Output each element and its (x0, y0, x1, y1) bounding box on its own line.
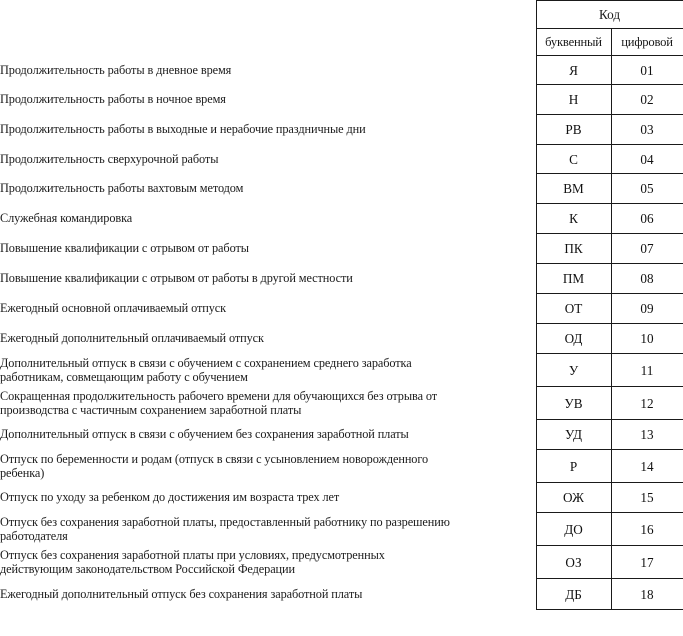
table-row (0, 387, 683, 420)
header-code-alpha: буквенный (536, 29, 611, 56)
row-description (0, 115, 536, 145)
row-code-alpha: ДО (536, 513, 611, 546)
row-code-numeric: 09 (611, 294, 683, 324)
row-description (0, 450, 536, 483)
table-row (0, 145, 683, 174)
row-description-line: Отпуск без сохранения заработной платы при условиях, предусмотренных (0, 547, 385, 562)
row-description (0, 579, 536, 610)
row-description-line: Отпуск по беременности и родам (отпуск в связи с усыновлением новорожденного (0, 451, 429, 466)
table-row (0, 450, 683, 483)
row-description-line: Дополнительный отпуск в связи с обучением без сохранения заработной платы (0, 427, 409, 442)
row-description-line: Дополнительный отпуск в связи с обучением с сохранением среднего заработка (0, 355, 412, 370)
row-code-numeric: 01 (611, 56, 683, 85)
row-description-line: Продолжительность сверхурочной работы (0, 151, 219, 166)
row-description-line: ребенка) (0, 466, 45, 480)
row-description-line: Продолжительность работы в ночное время (0, 92, 226, 107)
row-code-numeric: 13 (611, 420, 683, 450)
row-code-numeric: 15 (611, 483, 683, 513)
table-body (0, 56, 683, 610)
row-description-line: Повышение квалификации с отрывом от работы в другой местности (0, 271, 353, 286)
row-code-alpha: ОЗ (536, 546, 611, 579)
row-code-alpha: ПМ (536, 264, 611, 294)
row-code-alpha: УД (536, 420, 611, 450)
table-row (0, 579, 683, 610)
table-row (0, 513, 683, 546)
row-description-line: Отпуск по уходу за ребенком до достижения им возраста трех лет (0, 490, 340, 505)
row-code-numeric: 11 (611, 354, 683, 387)
table-row (0, 324, 683, 354)
row-code-alpha: ОД (536, 324, 611, 354)
row-description (0, 420, 536, 450)
table-header (0, 1, 683, 56)
table-row (0, 204, 683, 234)
row-description-line: Ежегодный дополнительный отпуск без сохранения заработной платы (0, 586, 363, 601)
row-description (0, 324, 536, 354)
row-description-line: Отпуск без сохранения заработной платы, предоставленный работнику по разрешению (0, 514, 450, 529)
row-description (0, 513, 536, 546)
table-row (0, 85, 683, 115)
row-code-alpha: РВ (536, 115, 611, 145)
row-description-line: Ежегодный основной оплачиваемый отпуск (0, 301, 226, 316)
row-description (0, 294, 536, 324)
row-description-line: работникам, совмещающим работу с обучением (0, 370, 248, 384)
row-description (0, 483, 536, 513)
table-row (0, 264, 683, 294)
row-code-numeric: 04 (611, 145, 683, 174)
row-description (0, 264, 536, 294)
row-description-line: Продолжительность работы в дневное время (0, 62, 232, 77)
row-description-line: Сокращенная продолжительность рабочего времени для обучающихся без отрыва от (0, 388, 438, 403)
row-description (0, 56, 536, 85)
row-code-numeric: 12 (611, 387, 683, 420)
row-description-line: Служебная командировка (0, 211, 133, 226)
row-code-numeric: 18 (611, 579, 683, 610)
row-code-numeric: 16 (611, 513, 683, 546)
table-row (0, 420, 683, 450)
row-description (0, 145, 536, 174)
header-code-numeric: цифровой (611, 29, 683, 56)
row-code-alpha: ПК (536, 234, 611, 264)
row-description (0, 354, 536, 387)
row-description-line: действующим законодательством Российской Федерации (0, 562, 295, 576)
row-code-alpha: ДБ (536, 579, 611, 610)
row-description-line: Ежегодный дополнительный оплачиваемый отпуск (0, 331, 264, 346)
table-row (0, 115, 683, 145)
row-description-line: Продолжительность работы вахтовым методом (0, 181, 244, 196)
row-description-line: работодателя (0, 529, 68, 543)
row-code-numeric: 03 (611, 115, 683, 145)
row-description (0, 387, 536, 420)
row-code-numeric: 10 (611, 324, 683, 354)
row-description-line: Повышение квалификации с отрывом от работы (0, 241, 249, 256)
row-description (0, 234, 536, 264)
table-row (0, 483, 683, 513)
row-code-numeric: 08 (611, 264, 683, 294)
row-code-alpha: У (536, 354, 611, 387)
table-row (0, 56, 683, 85)
table-row (0, 294, 683, 324)
table-row (0, 174, 683, 204)
row-code-numeric: 02 (611, 85, 683, 115)
row-code-alpha: К (536, 204, 611, 234)
row-code-numeric: 06 (611, 204, 683, 234)
row-description (0, 85, 536, 115)
header-code-group: Код (536, 1, 683, 29)
row-description (0, 546, 536, 579)
table-row (0, 354, 683, 387)
table-row (0, 234, 683, 264)
row-code-alpha: ВМ (536, 174, 611, 204)
row-code-alpha: Я (536, 56, 611, 85)
row-code-alpha: ОТ (536, 294, 611, 324)
row-code-alpha: УВ (536, 387, 611, 420)
row-code-alpha: С (536, 145, 611, 174)
row-code-numeric: 05 (611, 174, 683, 204)
row-code-numeric: 07 (611, 234, 683, 264)
row-code-alpha: Н (536, 85, 611, 115)
row-code-alpha: ОЖ (536, 483, 611, 513)
row-code-numeric: 14 (611, 450, 683, 483)
row-description (0, 174, 536, 204)
table-row (0, 546, 683, 579)
row-description-line: производства с частичным сохранением заработной платы (0, 403, 302, 417)
row-description-line: Продолжительность работы в выходные и нерабочие праздничные дни (0, 122, 366, 137)
row-code-alpha: Р (536, 450, 611, 483)
row-code-numeric: 17 (611, 546, 683, 579)
header-row-code-group (0, 1, 683, 29)
row-description (0, 204, 536, 234)
header-description-spacer (0, 1, 536, 56)
